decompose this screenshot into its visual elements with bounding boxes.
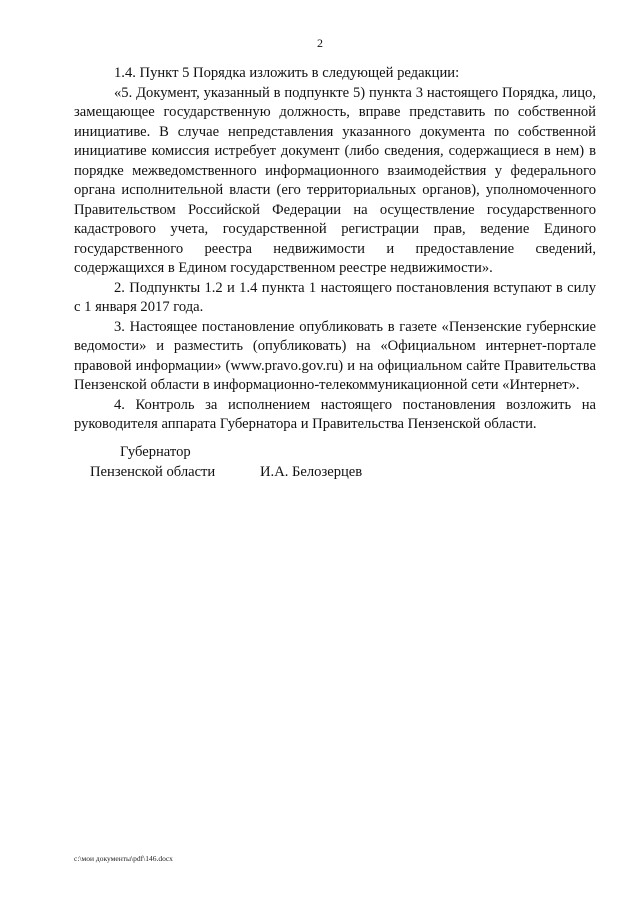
paragraph-3: 3. Настоящее постановление опубликовать в газете «Пензенские губернские ведомости» и разместить (опубликовать) на «Официальном интернет-портале правовой информации» (www.pravo.gov.ru) и на официальном сайте Правительства Пензенской области в информационно-телекоммуникационной сети «Интернет». [74, 318, 596, 393]
footer-file-path: c:\мои документы\pdf\146.docx [74, 854, 173, 863]
document-body [74, 64, 596, 435]
signatory-title-line2: Пензенской области [90, 464, 216, 480]
paragraph-quoted-item-5: «5. Документ, указанный в подпункте 5) пункта 3 настоящего Порядка, лицо, замещающее государственную должность, вправе представить по собственной инициативе. В случае непредставления указанного документа по собственной инициативе комиссия истребует документ (либо сведения, содержащиеся в нем) в порядке межведомственного информационного взаимодействия у федерального органа исполнительной власти (его территориальных органов), уполномоченного Правительством Российской Федерации на осуществление государственного кадастрового учета, государственной регистрации прав, ведение Единого государственного реестра недвижимости и предоставление сведений, содержащихся в Едином государственном реестре недвижимости». [74, 84, 596, 276]
signatory-name: И.А. Белозерцев [260, 464, 363, 480]
paragraph-2: 2. Подпункты 1.2 и 1.4 пункта 1 настоящего постановления вступают в силу с 1 января 2017 года. [74, 279, 596, 315]
page-number: 2 [317, 36, 323, 50]
paragraph-4: 4. Контроль за исполнением настоящего постановления возложить на руководителя аппарата Губернатора и Правительства Пензенской области. [74, 396, 596, 432]
signatory-title-line1: Губернатор [120, 444, 191, 460]
paragraph-1-4: 1.4. Пункт 5 Порядка изложить в следующей редакции: [114, 65, 460, 81]
